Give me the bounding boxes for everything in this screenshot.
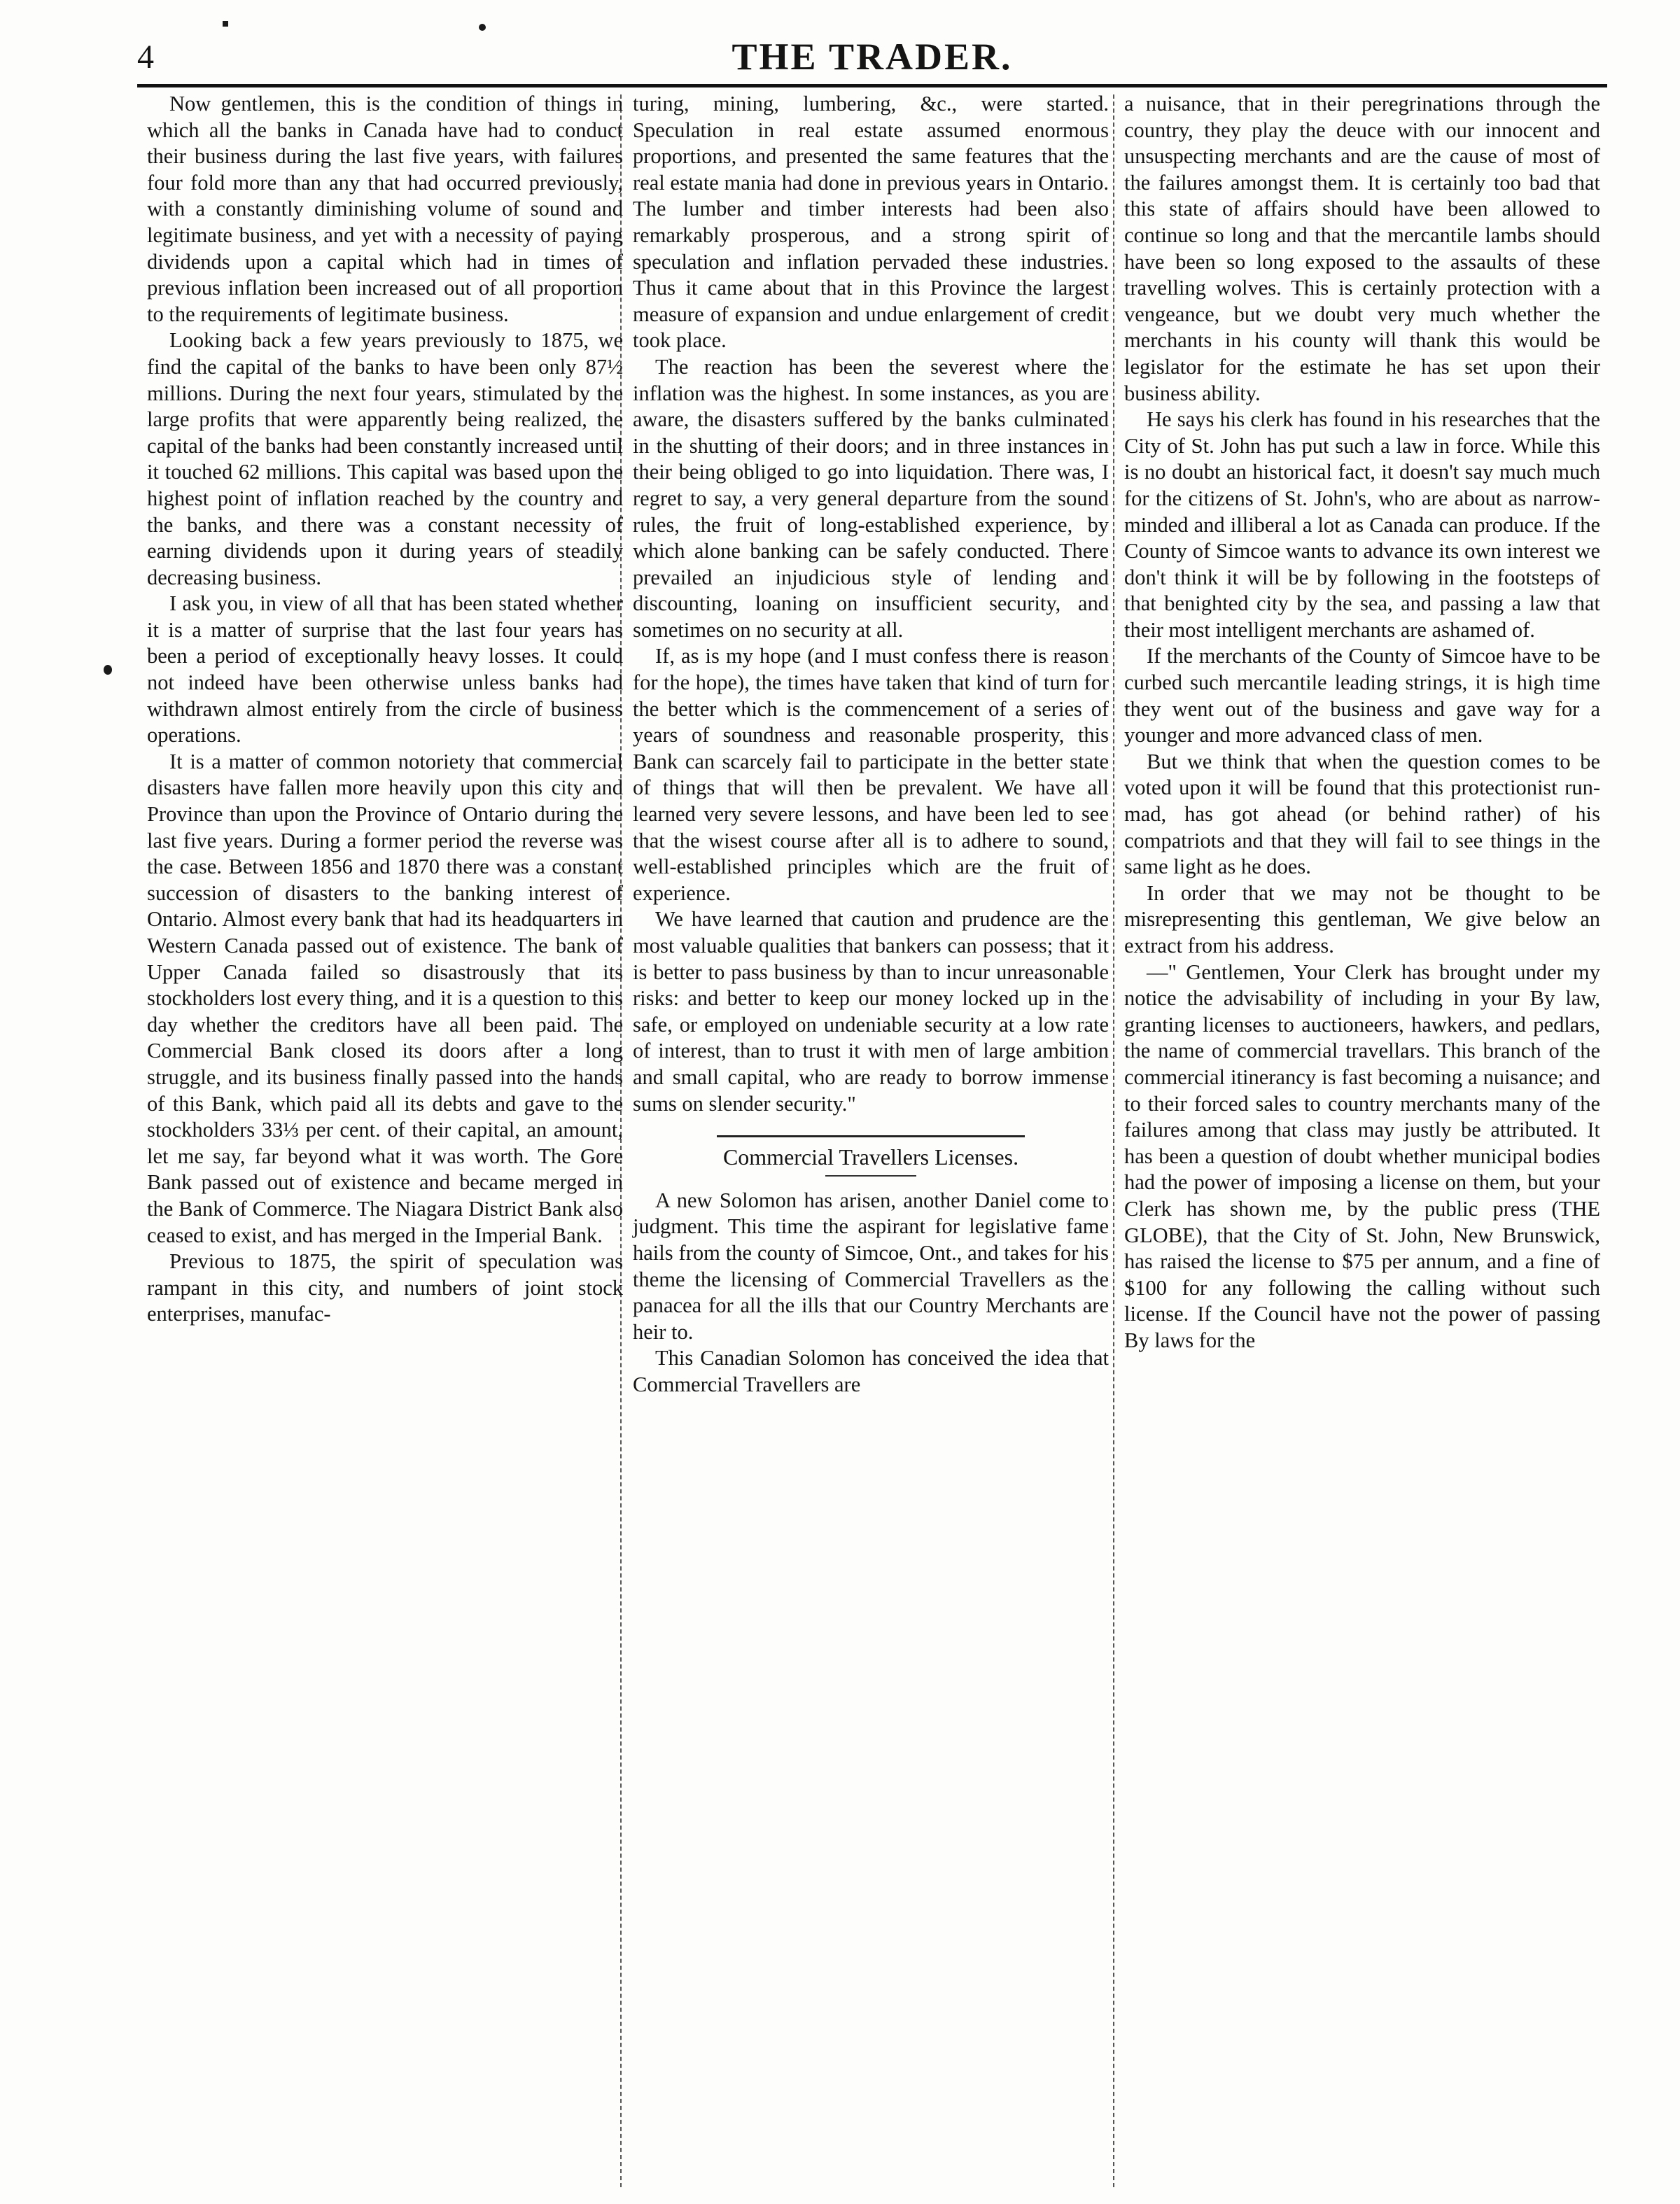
header-rule <box>137 84 1607 87</box>
paragraph: —" Gentlemen, Your Clerk has brought under my notice the advisability of including in your By law, granting licenses to auctioneers, hawkers, and pedlars, the name of commercial travellars. This branch of the commercial itinerancy is fast becoming a nuisance; and to their forced sales to country merchants many of the failures among that class may justly be attributed. It has been a question of doubt whether municipal bodies had the power of imposing a license on them, but your Clerk has shown me, by the public press (THE GLOBE), that the City of St. John, New Brunswick, has raised the license to $75 per annum, and a fine of $100 for any following the calling without such license. If the Council have not the power of passing By laws for the <box>1124 960 1600 1352</box>
print-speck-1 <box>223 21 228 27</box>
section-heading-rule <box>825 1175 916 1177</box>
paragraph: If, as is my hope (and I must confess there is reason for the hope), the times have taken that kind of turn for the better which is the commencement of a series of years of soundness and reasonable prosperity, this Bank can scarcely fail to participate in the better state of things that will then be prevalent. We have all learned very severe lessons, and have been led to see that the wisest course after all is to adhere to sound, well-established principles which are the fruit of experience. <box>633 644 1109 905</box>
article-end-rule <box>717 1135 1025 1137</box>
print-speck-2 <box>479 24 486 31</box>
page-number: 4 <box>137 38 154 76</box>
text-column-1 <box>147 91 623 1328</box>
paragraph: We have learned that caution and prudence are the most valuable qualities that bankers can possess; that it is better to pass business by than to incur unreasonable risks: and better to keep our money locked up in the safe, or employed on undeniable security at a low rate of interest, than to trust it with men of large ambition and small capital, who are ready to borrow immense sums on slender security." <box>633 907 1109 1116</box>
paragraph: In order that we may not be thought to be misrepresenting this gentleman, We give below an extract from his address. <box>1124 880 1600 957</box>
paragraph: Looking back a few years previously to 1875, we find the capital of the banks to have been only 87½ millions. During the next four years, stimulated by the large profits that were apparently being realized, the capital of the banks had been constantly increased until it touched 62 millions. This capital was based upon the highest point of inflation reached by the country and the banks, and there was a constant necessity of earning dividends upon it during years of steadily decreasing business. <box>147 328 623 589</box>
paragraph: I ask you, in view of all that has been stated whether it is a matter of surprise that the last four years has been a period of exceptionally heavy losses. It could not indeed have been otherwise unless banks had withdrawn almost entirely from the circle of business operations. <box>147 591 623 747</box>
paragraph: He says his clerk has found in his researches that the City of St. John has put such a law in force. While this is no doubt an historical fact, it doesn't say much much for the citizens of St. John's, who are about as narrow-minded and illiberal a lot as Canada can produce. If the County of Simcoe wants to advance its own interest we don't think it will be by following in the footsteps of that benighted city by the sea, and passing a law that their most intelligent merchants are ashamed of. <box>1124 407 1600 642</box>
paragraph: But we think that when the question comes to be voted upon it will be found that this protectionist run-mad, has got ahead (or behind rather) of his compatriots and that they will fail to see things in the same light as he does. <box>1124 749 1600 879</box>
paragraph: It is a matter of common notoriety that commercial disasters have fallen more heavily upon this city and Province than upon the Province of Ontario during the last five years. During a former period the reverse was the case. Between 1856 and 1870 there was a constant succession of disasters to the banking interest of Ontario. Almost every bank that had its headquarters in Western Canada passed out of existence. The bank of Upper Canada failed so disastrously that its stockholders lost every thing, and it is a question to this day whether the creditors have all been paid. The Commercial Bank closed its doors after a long struggle, and its business finally passed into the hands of this Bank, which paid all its debts and gave to the stockholders 33⅓ per cent. of their capital, an amount, let me say, far beyond what it was worth. The Gore Bank passed out of existence and became merged in the Bank of Commerce. The Niagara District Bank also ceased to exist, and has merged in the Imperial Bank. <box>147 749 623 1247</box>
paragraph: This Canadian Solomon has conceived the idea that Commercial Travellers are <box>633 1346 1109 1396</box>
paragraph: If the merchants of the County of Simcoe have to be curbed such mercantile leading strings, it is high time they went out of the business and gave way for a younger and more advanced class of men. <box>1124 644 1600 747</box>
text-column-2 <box>633 91 1109 1398</box>
paragraph: a nuisance, that in their peregrinations through the country, they play the deuce with our innocent and unsuspecting merchants and are the cause of most of the failures amongst them. It is certainly too bad that this state of affairs should have been allowed to continue so long and that the mercantile lambs should have been so long exposed to the assaults of these travelling wolves. This is certainly protection with a vengeance, but we doubt very much whether the merchants in his county will thank this would be legislator for the estimate he has set upon their business ability. <box>1124 92 1600 405</box>
paragraph: A new Solomon has arisen, another Daniel come to judgment. This time the aspirant for legislative fame hails from the county of Simcoe, Ont., and takes for his theme the licensing of Commercial Travellers as the panacea for all the ills that our Country Merchants are heir to. <box>633 1188 1109 1344</box>
running-title: THE TRADER. <box>732 36 1013 78</box>
text-column-3 <box>1124 91 1600 1354</box>
column-divider <box>1113 94 1114 2187</box>
paragraph: Now gentlemen, this is the condition of things in which all the banks in Canada have had to conduct their business during the last five years, with failures four fold more than any that had occurred previously, with a constantly diminishing volume of sound and legitimate business, and yet with a necessity of paying dividends upon a capital which had in times of previous inflation been increased out of all proportion to the requirements of legitimate business. <box>147 92 623 326</box>
paragraph: turing, mining, lumbering, &c., were started. Speculation in real estate assumed enormous proportions, and presented the same features that the real estate mania had done in previous years in Ontario. The lumber and timber interests had been also remarkably prosperous, and a strong spirit of speculation and inflation pervaded these industries. Thus it came about that in this Province the largest measure of expansion and undue enlargement of credit took place. <box>633 92 1109 353</box>
page-header <box>137 35 1607 77</box>
section-heading: Commercial Travellers Licenses. <box>722 1144 1019 1170</box>
paragraph: Previous to 1875, the spirit of speculation was rampant in this city, and numbers of joint stock enterprises, manufac- <box>147 1249 623 1326</box>
paragraph: The reaction has been the severest where the inflation was the highest. In some instances, as you are aware, the disasters suffered by the banks culminated in the shutting of their doors; and in three instances in their being obliged to go into liquidation. There was, I regret to say, a very general departure from the sound rules, the fruit of long-established experience, by which alone banking can be safely conducted. There prevailed an injudicious style of lending and discounting, loaning on insufficient security, and sometimes on no security at all. <box>633 354 1109 642</box>
print-speck-3 <box>104 665 112 675</box>
